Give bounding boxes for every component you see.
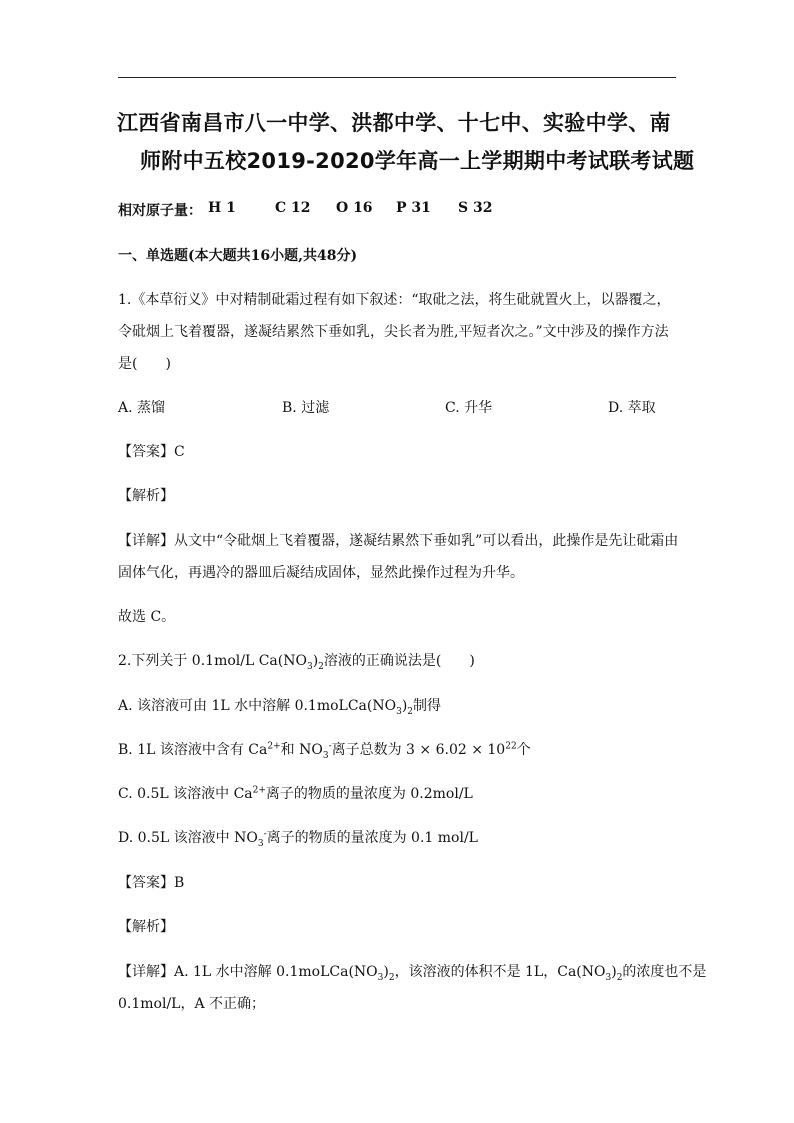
q2-detail-paren-2: ) [611, 964, 617, 980]
q1-stem-line-3: 是( ) [118, 356, 171, 372]
q2-opt-d-pre: D. 0.5L 该溶液中 NO [118, 830, 258, 846]
q2-opt-c-pre: C. 0.5L 该溶液中 Ca [118, 786, 253, 802]
q2-opt-a-sub: 3 [396, 706, 402, 717]
q2-detail-c: 的浓度也不是 [622, 964, 707, 980]
atomic-mass-s: S 32 [458, 200, 493, 216]
atomic-mass-h: H 1 [208, 200, 236, 216]
q1-option-b: B. 过滤 [282, 400, 330, 416]
q2-opt-b-sub: 3 [322, 750, 329, 761]
q1-answer: 【答案】C [118, 444, 185, 460]
q2-opt-d-sup: - [263, 829, 267, 840]
q2-option-c [118, 783, 473, 803]
title-line-1: 江西省南昌市八一中学、洪都中学、十七中、实验中学、南 [117, 111, 671, 135]
q2-opt-a-pre: A. 该溶液可由 1L 水中溶解 0.1moLCa(NO [118, 698, 397, 714]
q1-detail-line-2: 固体气化，再遇冷的器皿后凝结成固体，显然此操作过程为升华。 [118, 565, 524, 581]
q2-stem-pre: 2.下列关于 0.1mol/L Ca(NO [118, 653, 307, 669]
q1-stem-line-1: 1.《本草衍义》中对精制砒霜过程有如下叙述：“取砒之法，将生砒就置火上，以器覆之， [118, 292, 671, 308]
q1-detail-line-1 [118, 530, 678, 550]
q2-opt-b-sup: 2+ [267, 741, 281, 752]
q2-option-d [118, 827, 478, 849]
q2-stem-sub: 3 [306, 661, 313, 672]
q2-detail-label: 【详解】 [118, 964, 174, 980]
q2-stem-mid: ) [312, 653, 319, 669]
atomic-mass-o: O 16 [336, 200, 373, 216]
top-rule [118, 77, 676, 78]
q2-detail-sub-3: 3 [605, 972, 612, 983]
atomic-mass-label: 相对原子量： [118, 203, 202, 219]
q2-opt-a-post: 制得 [413, 698, 442, 714]
q2-detail-line-1 [118, 961, 706, 983]
q2-opt-a-sub2: 2 [407, 706, 414, 717]
q1-conclusion: 故选 C。 [118, 609, 176, 625]
q2-detail-b: ，该溶液的体积不是 1L，Ca(NO [394, 964, 606, 980]
q2-opt-d-sub: 3 [257, 838, 264, 849]
q2-opt-c-sup: 2+ [252, 785, 266, 796]
q2-opt-b-sup3: 22 [505, 741, 517, 752]
q2-detail-sub-1: 3 [377, 972, 384, 983]
q1-option-d: D. 萃取 [608, 400, 656, 416]
q1-option-a: A. 蒸馏 [118, 400, 166, 416]
q2-detail-paren-1: ) [383, 964, 389, 980]
q1-detail-label: 【详解】 [118, 533, 174, 549]
q2-opt-a-paren: ) [401, 698, 408, 714]
q2-stem [118, 650, 475, 672]
q2-opt-d-post: 离子的物质的量浓度为 0.1 mol/L [266, 830, 478, 846]
title-line-2: 师附中五校2019-2020学年高一上学期期中考试联考试题 [140, 149, 695, 173]
q1-analysis-label: 【解析】 [118, 488, 174, 504]
q2-stem-post: 溶液的正确说法是( ) [323, 653, 475, 669]
q2-stem-sub2: 2 [318, 661, 324, 672]
q2-option-b [118, 739, 531, 761]
q2-detail-sub-4: 2 [616, 972, 623, 983]
q2-opt-b-sup2: - [328, 741, 332, 752]
q1-option-c: C. 升华 [445, 400, 493, 416]
q2-opt-c-post: 离子的物质的量浓度为 0.2mol/L [265, 786, 473, 802]
atomic-mass-p: P 31 [396, 200, 431, 216]
q2-opt-b-mid: 和 NO [280, 742, 323, 758]
q2-opt-b-mid2: 离子总数为 3 × 6.02 × 10 [331, 742, 506, 758]
q2-answer: 【答案】B [118, 875, 185, 891]
atomic-mass-c: C 12 [275, 200, 311, 216]
q2-opt-b-post: 个 [516, 742, 531, 758]
q2-analysis-label: 【解析】 [118, 919, 174, 935]
q2-detail-line-2: 0.1mol/L，A 不正确； [118, 996, 266, 1012]
q1-detail-text-1: 从文中“令砒烟上飞着覆器，遂凝结累然下垂如乳”可以看出，此操作是先让砒霜由 [174, 533, 679, 549]
section-heading: 一、单选题(本大题共16小题,共48分) [118, 248, 358, 264]
q1-stem-line-2: 令砒烟上飞着覆器，遂凝结累然下垂如乳，尖长者为胜,平短者次之。”文中涉及的操作方法 [118, 324, 669, 340]
q2-opt-b-pre: B. 1L 该溶液中含有 Ca [118, 742, 268, 758]
q2-option-a [118, 695, 441, 717]
q2-detail-sub-2: 2 [388, 972, 395, 983]
q2-detail-a: A. 1L 水中溶解 0.1moLCa(NO [174, 964, 378, 980]
